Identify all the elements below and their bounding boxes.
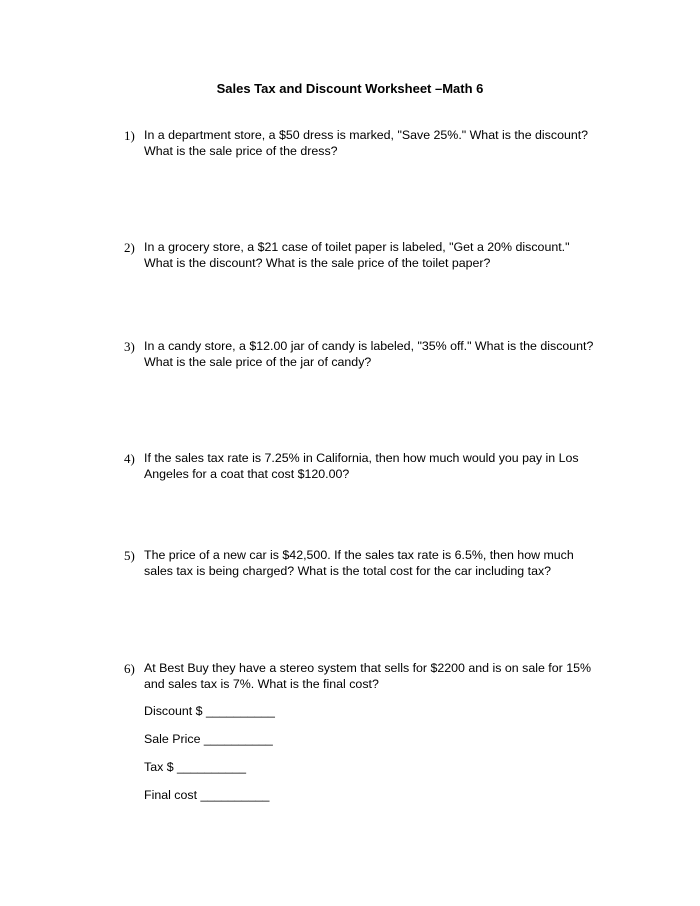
question-text: In a candy store, a $12.00 jar of candy is labeled, "35% off." What is the discount? What is the sale price of the jar of candy?: [144, 339, 594, 369]
question-text: In a grocery store, a $21 case of toilet paper is labeled, "Get a 20% discount." What is the discount? What is the sale price of the toilet paper?: [144, 240, 570, 270]
worksheet-title: Sales Tax and Discount Worksheet –Math 6: [216, 81, 484, 96]
question-number: 1): [124, 128, 135, 143]
question-number: 2): [124, 240, 135, 255]
question-5: [124, 548, 594, 579]
question-6: [124, 661, 594, 692]
question-text: If the sales tax rate is 7.25% in California, then how much would you pay in Los Angeles for a coat that cost $120.00?: [144, 451, 579, 481]
question-4: [124, 451, 594, 482]
question-2: [124, 240, 594, 271]
question-text: At Best Buy they have a stereo system that sells for $2200 and is on sale for 15% and sales tax is 7%. What is the final cost?: [144, 661, 591, 691]
final-cost-answer-line[interactable]: Final cost __________: [144, 788, 270, 802]
discount-answer-line[interactable]: Discount $ __________: [144, 704, 275, 718]
question-text: The price of a new car is $42,500. If the sales tax rate is 6.5%, then how much sales tax is being charged? What is the total cost for the car including tax?: [144, 548, 574, 578]
question-number: 5): [124, 548, 135, 563]
question-3: [124, 339, 594, 370]
sale-price-answer-line[interactable]: Sale Price __________: [144, 732, 273, 746]
question-number: 6): [124, 661, 135, 676]
question-text: In a department store, a $50 dress is marked, "Save 25%." What is the discount? What is the sale price of the dress?: [144, 128, 589, 158]
question-number: 4): [124, 451, 135, 466]
tax-answer-line[interactable]: Tax $ __________: [144, 760, 246, 774]
question-1: [124, 128, 594, 159]
question-number: 3): [124, 339, 135, 354]
